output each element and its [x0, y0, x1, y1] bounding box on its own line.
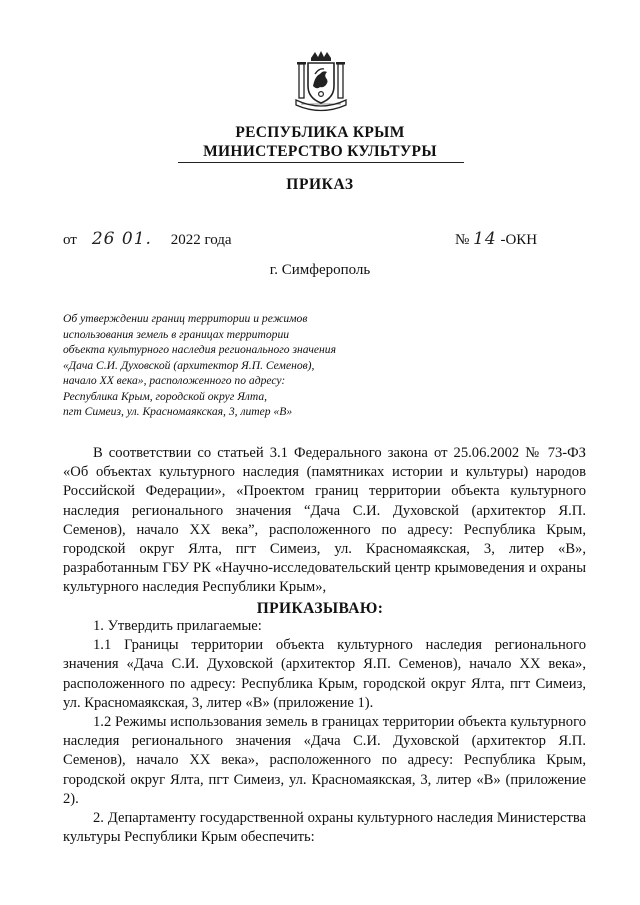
subject-line: объекта культурного наследия регионального значения — [63, 343, 336, 356]
date-line — [63, 229, 232, 249]
subject-line: Об утверждении границ территории и режимов — [63, 312, 308, 325]
number-handwritten: 14 — [473, 229, 497, 249]
subject-line: пгт Симеиз, ул. Красномаякская, 3, литер «В» — [63, 405, 293, 418]
date-suffix: 2022 года — [170, 232, 232, 248]
date-handwritten: 26 01. — [91, 229, 152, 249]
date-prefix: от — [63, 232, 77, 248]
header-divider — [178, 162, 464, 163]
order-items — [63, 617, 586, 847]
coat-of-arms-icon — [293, 50, 349, 112]
order-item: 1.1 Границы территории объекта культурного наследия регионального значения «Дача С.И. Духовской (архитектор Я.П. Семенов), начало XX века», расположенного по адресу: Республика Крым, городской округ Ялта, пгт Симеиз, ул. Красномаякская, 3, литер «В» (приложение 1). — [63, 637, 586, 711]
subject-line: «Дача С.И. Духовской (архитектор Я.П. Семенов), — [63, 358, 315, 372]
subject-line: использования земель в границах территории — [63, 327, 290, 341]
order-word: ПРИКАЗЫВАЮ: — [256, 600, 384, 617]
document-type: ПРИКАЗ — [286, 176, 354, 193]
city: г. Симферополь — [269, 262, 371, 278]
number-suffix: -ОКН — [500, 232, 538, 248]
order-subject — [63, 311, 383, 420]
order-item: 1.2 Режимы использования земель в границах территории объекта культурного наследия регионального значения «Дача С.И. Духовской (архитектор Я.П. Семенов), начало XX века», расположенного по адресу: Республика Крым, городской округ Ялта, пгт Симеиз, ул. Красномаякская, 3, литер «В» (приложение 2). — [63, 714, 586, 807]
order-item: 1. Утвердить прилагаемые: — [93, 618, 262, 634]
subject-line: Республика Крым, городской округ Ялта, — [63, 389, 268, 403]
subject-line: начало XX века», расположенного по адресу: — [63, 374, 286, 387]
order-number — [455, 229, 537, 249]
number-prefix: № — [455, 232, 470, 248]
republic-title: РЕСПУБЛИКА КРЫМ — [235, 124, 405, 141]
order-item: 2. Департаменту государственной охраны культурного наследия Министерства культуры Республики Крым обеспечить: — [63, 810, 586, 846]
preamble-paragraph: В соответствии со статьей 3.1 Федерального закона от 25.06.2002 № 73-ФЗ «Об объектах культурного наследия (памятниках истории и культуры) народов Российской Федерации», «Проектом границ территории объекта культурного наследия регионального значения “Дача С.И. Духовской (архитектор Я.П. Семенов), начало XX века”, расположенного по адресу: Республика Крым, городской округ Ялта, пгт Симеиз, ул. Красномаякская, 3, литер «В», разработанным ГБУ РК «Научно-исследовательский центр крымоведения и охраны культурного наследия Республики Крым», — [63, 445, 586, 596]
ministry-title: МИНИСТЕРСТВО КУЛЬТУРЫ — [203, 143, 437, 160]
